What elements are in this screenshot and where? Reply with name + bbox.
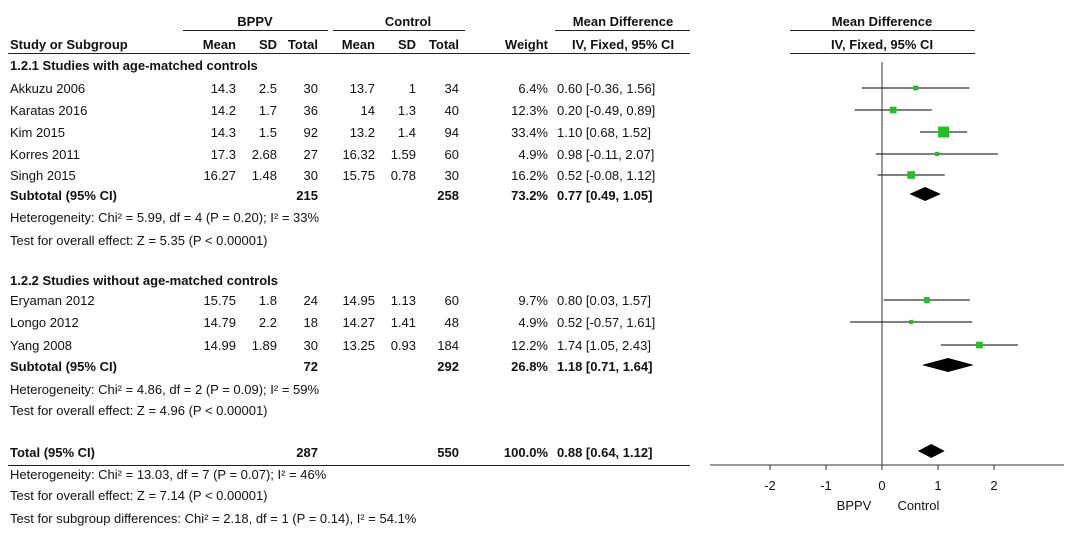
- header-control: Control: [384, 14, 432, 29]
- study-weight: 4.9%: [518, 147, 548, 162]
- study-sd2: 0.93: [390, 338, 416, 353]
- header-sd1: SD: [258, 37, 277, 52]
- study-sd1: 1.89: [251, 338, 277, 353]
- x-tick-label: -2: [764, 478, 776, 493]
- study-sd1: 1.48: [251, 168, 277, 183]
- study-mean1: 14.99: [203, 338, 236, 353]
- study-n1: 30: [303, 81, 318, 96]
- study-sd2: 0.78: [390, 168, 416, 183]
- subtotal-ci: 1.18 [0.71, 1.64]: [557, 359, 653, 374]
- study-ci: 0.98 [-0.11, 2.07]: [557, 147, 655, 162]
- study-ci: 0.52 [-0.57, 1.61]: [557, 315, 656, 330]
- subtotal-n1: 72: [303, 359, 318, 374]
- subgroup-title: 1.2.1 Studies with age-matched controls: [10, 58, 258, 73]
- study-n2: 94: [444, 125, 459, 140]
- study-sd2: 1.3: [397, 103, 416, 118]
- study-marker: [890, 107, 897, 114]
- study-sd2: 1.4: [397, 125, 416, 140]
- study-n1: 30: [303, 168, 318, 183]
- study-name: Yang 2008: [10, 338, 72, 353]
- x-tick-label: 0: [878, 478, 886, 493]
- study-weight: 12.3%: [511, 103, 548, 118]
- subtotal-ci: 0.77 [0.49, 1.05]: [557, 188, 653, 203]
- subtotal-weight: 73.2%: [511, 188, 548, 203]
- axis-right-label: Control: [897, 498, 940, 513]
- header-study: Study or Subgroup: [10, 37, 128, 52]
- study-mean1: 16.27: [203, 168, 236, 183]
- header-mean1: Mean: [202, 37, 236, 52]
- study-n2: 40: [444, 103, 459, 118]
- subtotal-weight: 26.8%: [511, 359, 548, 374]
- x-tick-label: 2: [990, 478, 998, 493]
- study-name: Karatas 2016: [10, 103, 88, 118]
- overall-effect-text: Test for overall effect: Z = 5.35 (P < 0.00001): [10, 233, 268, 248]
- study-marker: [913, 86, 918, 91]
- study-n2: 184: [437, 338, 459, 353]
- study-weight: 9.7%: [518, 293, 548, 308]
- study-marker: [935, 152, 939, 156]
- heterogeneity-text: Heterogeneity: Chi² = 5.99, df = 4 (P = 0.20); I² = 33%: [10, 210, 320, 225]
- header-total1: Total: [287, 37, 318, 52]
- study-name: Longo 2012: [10, 315, 79, 330]
- study-weight: 12.2%: [511, 338, 548, 353]
- header-mean2: Mean: [341, 37, 375, 52]
- summary-diamond: [922, 358, 974, 372]
- subtotal-label: Subtotal (95% CI): [10, 188, 117, 203]
- total-weight: 100.0%: [503, 445, 548, 460]
- study-marker: [907, 171, 915, 179]
- study-sd1: 2.2: [258, 315, 277, 330]
- study-sd2: 1: [408, 81, 416, 96]
- study-sd1: 1.7: [258, 103, 277, 118]
- study-mean2: 13.2: [349, 125, 375, 140]
- header-method-right: IV, Fixed, 95% CI: [830, 37, 934, 52]
- header-weight: Weight: [504, 37, 548, 52]
- subtotal-n2: 258: [437, 188, 459, 203]
- axis-left-label: BPPV: [836, 498, 872, 513]
- study-mean2: 14: [360, 103, 375, 118]
- study-mean2: 14.95: [342, 293, 375, 308]
- study-mean1: 17.3: [210, 147, 236, 162]
- study-sd2: 1.13: [390, 293, 416, 308]
- study-ci: 1.74 [1.05, 2.43]: [557, 338, 651, 353]
- study-n1: 27: [303, 147, 318, 162]
- study-weight: 6.4%: [518, 81, 548, 96]
- study-name: Singh 2015: [10, 168, 76, 183]
- subtotal-label: Subtotal (95% CI): [10, 359, 117, 374]
- study-sd1: 2.68: [251, 147, 277, 162]
- study-marker: [909, 320, 913, 324]
- header-method-left: IV, Fixed, 95% CI: [571, 37, 675, 52]
- study-ci: 1.10 [0.68, 1.52]: [557, 125, 651, 140]
- study-name: Kim 2015: [10, 125, 65, 140]
- study-mean2: 13.7: [349, 81, 375, 96]
- study-mean1: 14.79: [203, 315, 236, 330]
- study-ci: 0.20 [-0.49, 0.89]: [557, 103, 656, 118]
- study-name: Akkuzu 2006: [10, 81, 86, 96]
- study-marker: [976, 342, 983, 349]
- subgroup-title: 1.2.2 Studies without age-matched controls: [10, 273, 278, 288]
- subtotal-n2: 292: [437, 359, 459, 374]
- study-mean1: 14.3: [210, 125, 236, 140]
- study-mean1: 15.75: [203, 293, 236, 308]
- overall-effect-text: Test for overall effect: Z = 4.96 (P < 0.00001): [10, 403, 268, 418]
- study-mean2: 16.32: [342, 147, 375, 162]
- total-n2: 550: [437, 445, 459, 460]
- header-bppv: BPPV: [237, 14, 273, 29]
- study-marker: [938, 127, 949, 138]
- study-mean1: 14.3: [210, 81, 236, 96]
- study-sd1: 2.5: [258, 81, 277, 96]
- study-n2: 34: [444, 81, 459, 96]
- study-ci: 0.80 [0.03, 1.57]: [557, 293, 651, 308]
- study-sd2: 1.41: [390, 315, 416, 330]
- heterogeneity-text: Heterogeneity: Chi² = 4.86, df = 2 (P = 0.09); I² = 59%: [10, 382, 320, 397]
- study-sd2: 1.59: [390, 147, 416, 162]
- x-tick-label: 1: [934, 478, 942, 493]
- study-mean2: 14.27: [342, 315, 375, 330]
- study-n2: 30: [444, 168, 459, 183]
- study-mean2: 13.25: [342, 338, 375, 353]
- x-tick-label: -1: [820, 478, 832, 493]
- study-mean1: 14.2: [210, 103, 236, 118]
- study-sd1: 1.8: [258, 293, 277, 308]
- study-n1: 36: [303, 103, 318, 118]
- study-weight: 33.4%: [511, 125, 548, 140]
- study-sd1: 1.5: [258, 125, 277, 140]
- total-heterogeneity-text: Heterogeneity: Chi² = 13.03, df = 7 (P = 0.07); I² = 46%: [10, 467, 327, 482]
- header-sd2: SD: [397, 37, 416, 52]
- study-weight: 4.9%: [518, 315, 548, 330]
- summary-diamond: [909, 187, 940, 201]
- study-weight: 16.2%: [511, 168, 548, 183]
- study-n2: 60: [444, 147, 459, 162]
- study-n1: 92: [303, 125, 318, 140]
- study-name: Korres 2011: [10, 147, 80, 162]
- study-n2: 48: [444, 315, 459, 330]
- total-overall-effect-text: Test for overall effect: Z = 7.14 (P < 0.00001): [10, 488, 268, 503]
- study-marker: [924, 297, 930, 303]
- total-ci: 0.88 [0.64, 1.12]: [557, 445, 653, 460]
- study-n1: 24: [303, 293, 318, 308]
- summary-diamond: [918, 444, 945, 458]
- header-total2: Total: [428, 37, 459, 52]
- study-ci: 0.60 [-0.36, 1.56]: [557, 81, 656, 96]
- subtotal-n1: 215: [296, 188, 318, 203]
- header-md-left: Mean Difference: [572, 14, 674, 29]
- total-n1: 287: [296, 445, 318, 460]
- total-label: Total (95% CI): [10, 445, 95, 460]
- study-n1: 30: [303, 338, 318, 353]
- study-n1: 18: [303, 315, 318, 330]
- subgroup-differences-text: Test for subgroup differences: Chi² = 2.18, df = 1 (P = 0.14), I² = 54.1%: [10, 511, 417, 526]
- study-name: Eryaman 2012: [10, 293, 95, 308]
- header-md-right: Mean Difference: [831, 14, 933, 29]
- study-ci: 0.52 [-0.08, 1.12]: [557, 168, 656, 183]
- study-n2: 60: [444, 293, 459, 308]
- study-mean2: 15.75: [342, 168, 375, 183]
